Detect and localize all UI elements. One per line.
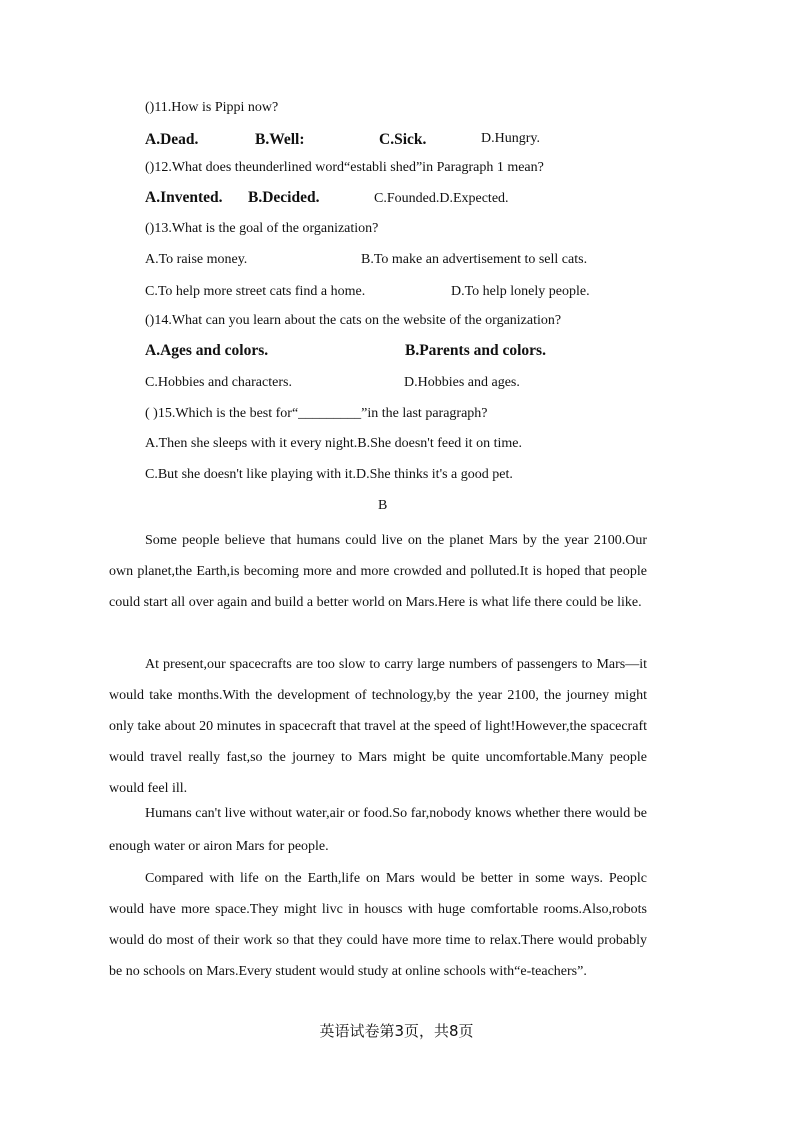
q14-option-d: D.Hobbies and ages. — [404, 375, 520, 390]
q15-options-cd: C.But she doesn't like playing with it.D.She thinks it's a good pet. — [145, 467, 513, 482]
passage-paragraph-3 — [109, 797, 647, 863]
page-footer: 英语试卷第3页，共8页 — [319, 1022, 474, 1040]
paragraph-text: Humans can't live without water,air or food.So far,nobody knows whether there would be enough water or airon Mars for people. — [109, 806, 647, 854]
q12-option-a: A.Invented. — [145, 189, 223, 206]
q15-options-ab: A.Then she sleeps with it every night.B.She doesn't feed it on time. — [145, 436, 522, 451]
q11-option-b: B.Well: — [255, 131, 305, 148]
passage-paragraph-2 — [109, 649, 647, 804]
q13-option-b: B.To make an advertisement to sell cats. — [361, 252, 588, 267]
q12-option-cd: C.Founded.D.Expected. — [374, 191, 509, 206]
q14-option-a: A.Ages and colors. — [145, 342, 269, 359]
q15-stem: ( )15.Which is the best for“_________”in the last paragraph? — [145, 406, 488, 421]
paragraph-text: Compared with life on the Earth,life on Mars would be better in some ways. Peoplc would have more space.They might livc in houscs with huge comfortable rooms.Also,robots would do most of their work so that they could have more time to relax.There would probably be no schools on Mars.Every student would study at online schools with“e-teachers”. — [109, 871, 647, 979]
q11-option-d: D.Hungry. — [481, 131, 540, 146]
q14-option-b: B.Parents and colors. — [405, 342, 546, 359]
q14-option-c: C.Hobbies and characters. — [145, 375, 292, 390]
q11-option-c: C.Sick. — [379, 131, 427, 148]
paragraph-text: At present,our spacecrafts are too slow to carry large numbers of passengers to Mars—it would take months.With the development of technology,by the year 2100, the journey might only take about 20 minutes in spacecraft that travel at the speed of light!However,the spacecraft would travel really fast,so the journey to Mars might be quite uncomfortable.Many people would feel ill. — [109, 657, 647, 796]
q11-option-a: A.Dead. — [145, 131, 199, 148]
q12-option-b: B.Decided. — [248, 189, 320, 206]
q11-stem: ()11.How is Pippi now? — [145, 100, 279, 115]
paragraph-text: Some people believe that humans could live on the planet Mars by the year 2100.Our own planet,the Earth,is becoming more and more crowded and polluted.It is hoped that people could start all over again and build a better world on Mars.Here is what life there could be like. — [109, 533, 647, 610]
passage-paragraph-1 — [109, 525, 647, 618]
q13-stem: ()13.What is the goal of the organization? — [145, 221, 379, 236]
q13-option-c: C.To help more street cats find a home. — [145, 284, 366, 299]
section-b-heading: B — [378, 498, 388, 513]
q12-stem: ()12.What does theunderlined word“establi shed”in Paragraph 1 mean? — [145, 160, 544, 175]
passage-paragraph-4 — [109, 863, 647, 987]
q13-option-d: D.To help lonely people. — [451, 284, 590, 299]
q13-option-a: A.To raise money. — [145, 252, 248, 267]
q14-stem: ()14.What can you learn about the cats on the website of the organization? — [145, 313, 562, 328]
